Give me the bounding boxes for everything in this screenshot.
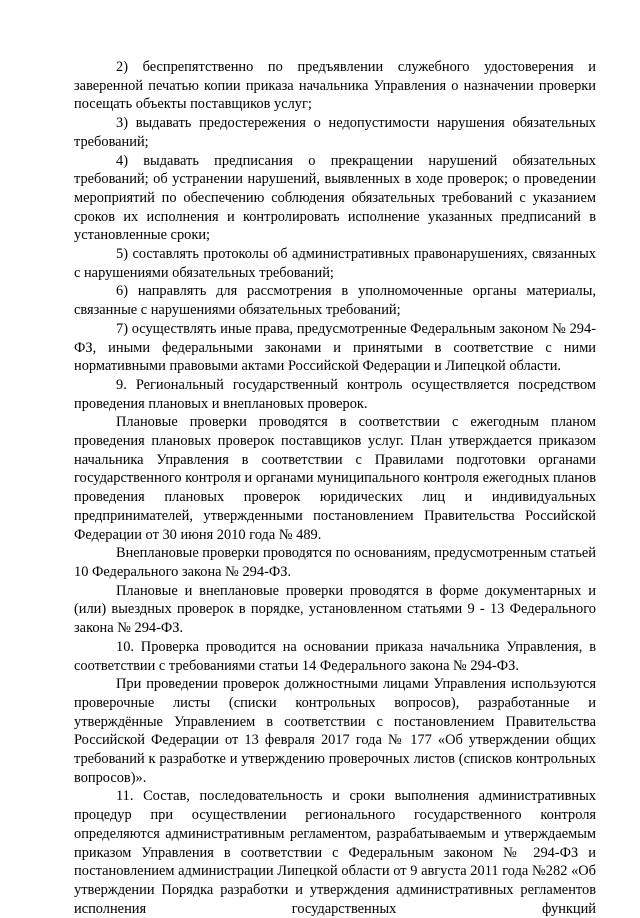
document-body (74, 58, 596, 918)
paragraph-inspection-forms: Плановые и внеплановые проверки проводятся в форме документарных и (или) выездных проверок в порядке, установленном статьями 9 - 13 Федерального закона № 294-ФЗ. (74, 582, 596, 637)
paragraph-item-10: 10. Проверка проводится на основании приказа начальника Управления, в соответствии с требованиями статьи 14 Федерального закона № 294-ФЗ. (74, 638, 596, 674)
paragraph-right-5: 5) составлять протоколы об административных правонарушениях, связанных с нарушениями обязательных требований; (74, 246, 596, 281)
paragraph-right-6: 6) направлять для рассмотрения в уполномоченные органы материалы, связанные с нарушениями обязательных требований; (74, 283, 596, 319)
paragraph-right-7: 7) осуществлять иные права, предусмотренные Федеральным законом № 294-ФЗ, иными федеральными законами и принятыми в соответствие с ними нормативными правовыми актами Российской Федерации и Липецкой области. (74, 320, 596, 375)
paragraph-right-2: 2) беспрепятственно по предъявлении служебного удостоверения и заверенной печатью копии приказа начальника Управления о назначении проверки посещать объекты поставщиков услуг; (74, 59, 596, 113)
paragraph-item-9: 9. Региональный государственный контроль осуществляется посредством проведения плановых и внеплановых проверок. (74, 376, 596, 412)
paragraph-unplanned-inspections: Внеплановые проверки проводятся по основаниям, предусмотренным статьей 10 Федерального закона № 294-ФЗ. (74, 545, 596, 580)
paragraph-item-11: 11. Состав, последовательность и сроки выполнения административных процедур при осуществлении регионального государственного контроля определяются административным регламентом, разрабатываемым и утверждаемым приказом Управления в соответствии с Федеральным законом № 294-ФЗ и постановлением администрации Липецкой области от 9 августа 2011 года №282 «Об утверждении Порядка разработки и утверждения административных регламентов исполнения государственных функций (74, 788, 596, 917)
paragraph-planned-inspections: Плановые проверки проводятся в соответствии с ежегодным планом проведения плановых проверок поставщиков услуг. План утверждается приказом начальника Управления в соответствии с Правилами подготовки органами государственного контроля и органами муниципального контроля ежегодных планов проведения плановых проверок юридических лиц и индивидуальных предпринимателей, утвержденными постановлением Правительства Российской Федерации от 30 июня 2010 года № 489. (74, 414, 596, 543)
paragraph-checklists: При проведении проверок должностными лицами Управления используются проверочные листы (списки контрольных вопросов), разработанные и утверждённые Управлением в соответствии с постановлением Правительства Российской Федерации от 13 февраля 2017 года № 177 «Об утверждении общих требований к разработке и утверждению проверочных листов (списков контрольных вопросов)». (74, 676, 596, 786)
paragraph-right-3: 3) выдавать предостережения о недопустимости нарушения обязательных требований; (74, 115, 596, 150)
paragraph-right-4: 4) выдавать предписания о прекращении нарушений обязательных требований; об устранении нарушений, выявленных в ходе проверок; о проведении мероприятий по обеспечению соблюдения обязательных требований с указанием сроков их исполнения и контролировать исполнение указанных предписаний в установленные сроки; (74, 152, 596, 244)
